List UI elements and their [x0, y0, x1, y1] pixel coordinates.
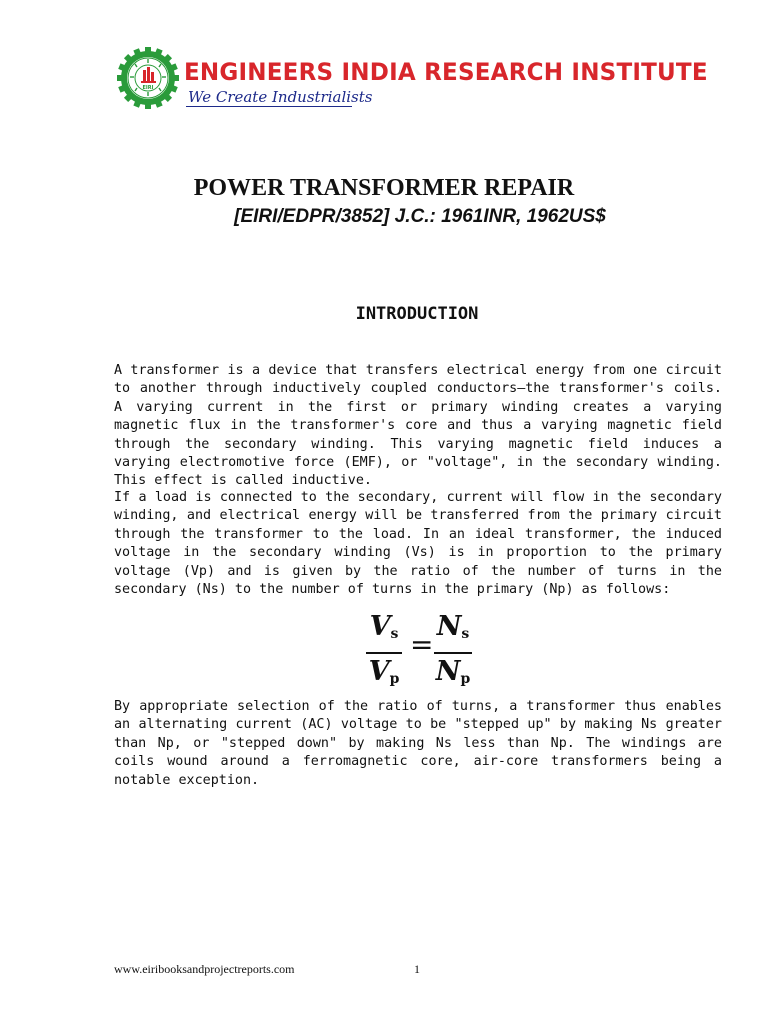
document-title: POWER TRANSFORMER REPAIR — [193, 175, 575, 201]
section-heading-introduction: INTRODUCTION — [355, 304, 479, 324]
formula-np: $N_p$ — [435, 656, 471, 687]
formula-ns: $N_s$ — [436, 611, 470, 642]
turns-ratio-formula — [366, 611, 476, 687]
page-number: 1 — [414, 962, 420, 976]
formula-equals: = — [410, 628, 434, 661]
intro-paragraph-2: If a load is connected to the secondary, current will flow in the secondary winding, and electrical energy will be transferred from the primary circuit through the transformer to the load. In an ideal transformer, the induced voltage in the secondary winding (Vs) is in proportion to the primary voltage (Vp) and is given by the ratio of the number of turns in the secondary (Ns) to the number of turns in the primary (Np) as follows: — [114, 490, 722, 598]
svg-text:EIRI: EIRI — [142, 85, 154, 91]
institute-name: ENGINEERS INDIA RESEARCH INSTITUTE — [184, 58, 708, 86]
fraction-bar — [434, 652, 472, 654]
intro-paragraph-1: A transformer is a device that transfers electrical energy from one circuit to another through inductively coupled conductors—the transformer's coils. A varying current in the first or primary winding creates a varying magnetic flux in the transformer's core and thus a varying magnetic field through the secondary winding. This varying magnetic field induces a varying electromotive force (EMF), or "voltage", in the secondary winding. This effect is called inductive. — [114, 363, 722, 489]
fraction-bar — [366, 652, 402, 654]
eiri-logo — [116, 46, 180, 110]
tagline-underline — [186, 106, 352, 107]
voltage-fraction — [366, 612, 402, 694]
document-code-subtitle: [EIRI/EDPR/3852] J.C.: 1961INR, 1962US$ — [234, 206, 606, 227]
formula-vs: $V_s$ — [369, 611, 399, 642]
institute-tagline: We Create Industrialists — [188, 88, 373, 106]
intro-paragraph-3: By appropriate selection of the ratio of turns, a transformer thus enables an alternating current (AC) voltage to be "stepped up" by making Ns greater than Np, or "stepped down" by making Ns less than Np. The windings are coils wound around a ferromagnetic core, air-core transformers being a notable exception. — [114, 699, 722, 788]
footer-website-url: www.eiribooksandprojectreports.com — [114, 962, 295, 976]
formula-vp: $V_p$ — [368, 656, 400, 687]
eiri-gear-seal-icon — [116, 46, 180, 110]
turns-fraction — [434, 612, 472, 694]
